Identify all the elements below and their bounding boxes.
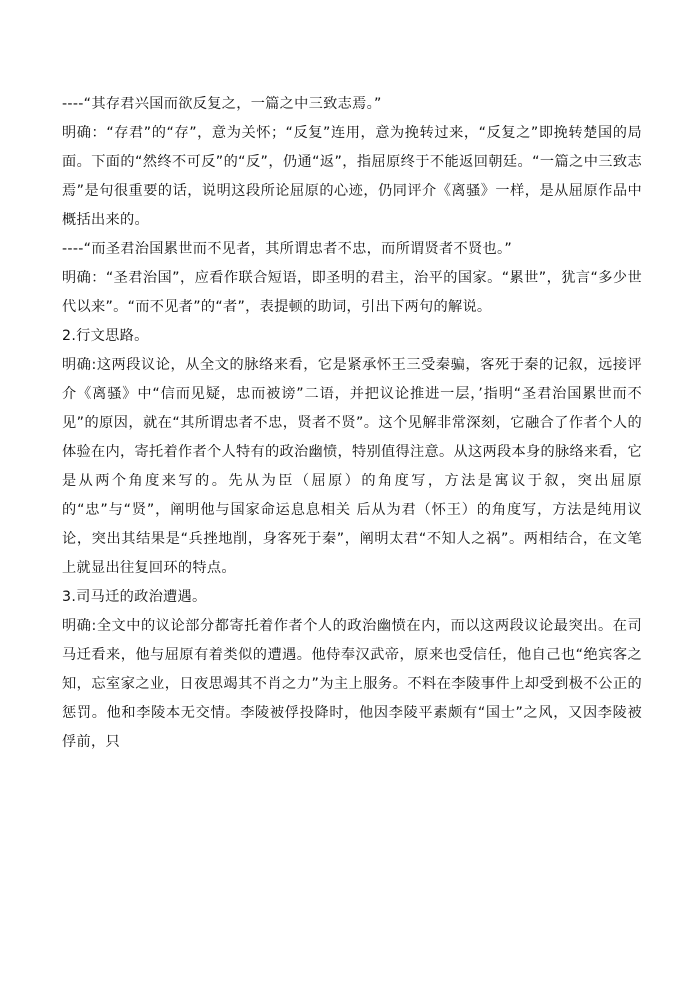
explanation-paragraph-2: 明确：“圣君治国”，应看作联合短语，即圣明的君主，治平的国家。“累世”，犹言“多少世代以来”。“而不见者”的“者”，表提顿的助词，引出下两句的解说。 [62,270,642,315]
quote-paragraph-2: ----“而圣君治国累世而不见者，其所谓忠者不忠，而所谓贤者不贤也。” [62,241,513,257]
section-heading-writing-approach: 2.行文思路。 [62,328,149,344]
explanation-paragraph-4: 明确:全文中的议论部分都寄托着作者个人的政治幽愤在内，而以这两段议论最突出。在司马迁看来，他与屈原有着类似的遭遇。他侍奉汉武帝，原来也受信任，他自己也“绝宾客之知，忘室家之业，日夜思竭其不肖之力”为主上服务。不料在李陵事件上却受到极不公正的惩罚。他和李陵本无交情。李陵被俘投降时，他因李陵平素颇有“国士”之风，又因李陵被俘前，只 [62,618,642,750]
document-body [62,90,642,757]
explanation-paragraph-1: 明确：“存君”的“存”，意为关怀；“反复”连用，意为挽转过来，“反复之”即挽转楚国的局面。下面的“然终不可反”的“反”，仍通“返”，指屈原终于不能返回朝廷。“一篇之中三致志焉”是句很重要的话，说明这段所论屈原的心迹，仍同评介《离骚》一样，是从屈原作品中概括出来的。 [62,125,642,228]
section-heading-political-experience: 3.司马迁的政治遭遇。 [62,589,207,605]
explanation-paragraph-3: 明确:这两段议论，从全文的脉络来看，它是紧承怀王三受秦骗，客死于秦的记叙，远接评介《离骚》中“信而见疑，忠而被谤”二语，并把议论推进一层，’指明“圣君治国累世而不见”的原因，就在“其所谓忠者不忠，贤者不贤”。这个见解非常深刻，它融合了作者个人的体验在内，寄托着作者个人特有的政治幽愤，特别值得注意。从这两段本身的脉络来看，它是从两个角度来写的。先从为臣（屈原）的角度写，方法是寓议于叙，突出屈原的“忠”与“贤”，阐明他与国家命运息息相关 后从为君（怀王）的角度写，方法是纯用议论，突出其结果是“兵挫地削，身客死于秦”，阐明太君“不知人之祸”。两相结合，在文笔上就显出往复回环的特点。 [62,357,642,576]
quote-paragraph-1: ----“其存君兴国而欲反复之，一篇之中三致志焉。” [62,96,382,112]
